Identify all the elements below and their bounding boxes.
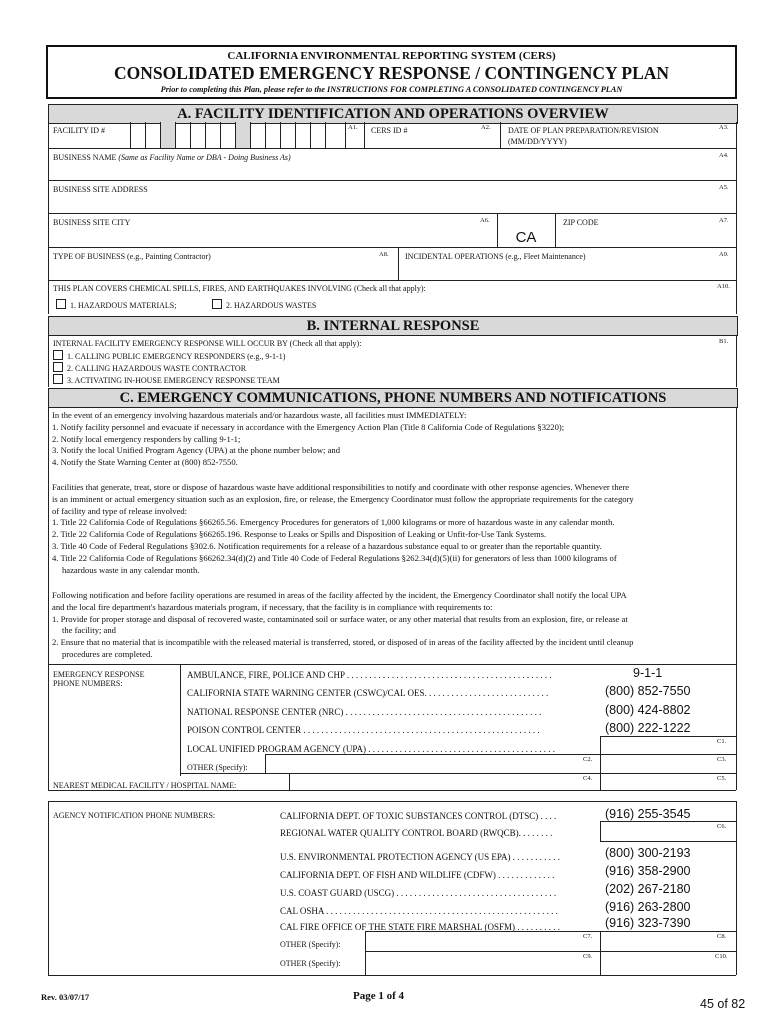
code-a1: A1. xyxy=(348,124,358,131)
code-a7: A7. xyxy=(719,217,729,224)
other-agency-divider-2 xyxy=(365,951,366,975)
poison-control-center: POISON CONTROL CENTER . . . . . . . . . . . . . . . . . . . . . . . . . . . . . . . . . . . . . . . . . . . . . . . . . . . . . xyxy=(187,725,540,735)
us-epa-phone[interactable]: (800) 300-2193 xyxy=(605,846,691,860)
business-name-label-text: BUSINESS NAME xyxy=(53,153,117,162)
uscg-phone[interactable]: (202) 267-2180 xyxy=(605,882,691,896)
facility-id-box-4[interactable] xyxy=(175,122,191,148)
code-a9: A9. xyxy=(719,251,729,258)
facility-id-box-1[interactable] xyxy=(130,122,146,148)
code-c6: C6. xyxy=(717,823,727,830)
code-c2: C2. xyxy=(583,756,593,763)
section-c-header: C. EMERGENCY COMMUNICATIONS, PHONE NUMBERS AND NOTIFICATIONS xyxy=(48,388,738,408)
agency-phones-label: AGENCY NOTIFICATION PHONE NUMBERS: xyxy=(53,811,216,820)
system-name: CALIFORNIA ENVIRONMENTAL REPORTING SYSTEM (CERS) xyxy=(227,50,556,62)
local-upa-phone-field[interactable] xyxy=(600,740,710,754)
other-emergency-field[interactable] xyxy=(267,758,597,773)
divider-state-right xyxy=(555,213,556,247)
facility-id-box-2[interactable] xyxy=(145,122,161,148)
page-subtitle: Prior to completing this Plan, please refer to the INSTRUCTIONS FOR COMPLETING A CONSOLIDATED CONTINGENCY PLAN xyxy=(160,85,623,94)
dtsc-phone[interactable]: (916) 255-3545 xyxy=(605,807,691,821)
site-city-field[interactable] xyxy=(50,229,495,245)
row-line-1 xyxy=(48,148,736,149)
site-city-label: BUSINESS SITE CITY xyxy=(53,218,131,227)
code-c10: C10. xyxy=(715,953,728,960)
hazwaste-responsibilities xyxy=(52,482,734,576)
public-responders-label: 1. CALLING PUBLIC EMERGENCY RESPONDERS (e.g., 9-1-1) xyxy=(67,352,286,361)
other-agency-underline-1 xyxy=(365,951,736,952)
dtsc: CALIFORNIA DEPT. OF TOXIC SUBSTANCES CONTROL (DTSC) . . . . xyxy=(280,811,557,821)
hazwaste-line: 3. Title 40 Code of Federal Regulations §302.6. Notification requirements for a release of a hazardous substance equal to or greater than the reportable quantity. xyxy=(52,540,602,551)
code-c5: C5. xyxy=(717,775,727,782)
hazwaste-line: 2. Title 22 California Code of Regulations §66265.196. Response to Leaks or Spills and Disposition of Leaking or Unfit-for-Use Tank Systems. xyxy=(52,529,547,540)
other-agency-phone-divider-1 xyxy=(600,931,601,951)
facility-id-box-8[interactable] xyxy=(235,122,251,148)
facility-id-box-6[interactable] xyxy=(205,122,221,148)
nearest-medical-label: NEAREST MEDICAL FACILITY / HOSPITAL NAME: xyxy=(53,781,237,790)
phone-underline xyxy=(600,736,736,737)
hazmat-label: 1. HAZARDOUS MATERIALS; xyxy=(70,301,177,310)
nearest-medical-field[interactable] xyxy=(291,776,597,789)
cal-osha: CAL OSHA . . . . . . . . . . . . . . . . . . . . . . . . . . . . . . . . . . . . . . . . . . . . . . . . . . . . xyxy=(280,906,558,916)
immediate-line: 1. Notify facility personnel and evacuate if necessary in accordance with the Emergency Action Plan (Title 8 California Code of Regulations §3220); xyxy=(52,421,565,432)
emergency-phones-label-2: PHONE NUMBERS: xyxy=(53,679,123,688)
other-agency-phone-field-1[interactable] xyxy=(602,935,712,950)
code-a10: A10. xyxy=(717,283,730,290)
code-c3: C3. xyxy=(717,756,727,763)
section-a-header: A. FACILITY IDENTIFICATION AND OPERATIONS OVERVIEW xyxy=(48,104,738,124)
page-title: CONSOLIDATED EMERGENCY RESPONSE / CONTINGENCY PLAN xyxy=(113,63,670,83)
business-type-field[interactable] xyxy=(50,263,396,279)
row-line-2 xyxy=(48,180,736,181)
phone-col-divider xyxy=(180,664,181,776)
other-agency-field-2[interactable] xyxy=(367,955,597,972)
ambulance-fire-police-chp: AMBULANCE, FIRE, POLICE AND CHP . . . . . . . . . . . . . . . . . . . . . . . . . . . . . . . . . . . . . . . . . . . . . . xyxy=(187,670,552,680)
business-name-hint: (Same as Facility Name or DBA - Doing Business As) xyxy=(118,153,291,162)
immediate-line: 4. Notify the State Warning Center at (800) 852-7550. xyxy=(52,457,238,468)
upa-divider xyxy=(600,736,601,790)
facility-id-box-3[interactable] xyxy=(160,122,176,148)
other-agency-label-1: OTHER (Specify): xyxy=(280,940,341,949)
frame-b-left xyxy=(48,335,49,387)
resume-operations xyxy=(52,590,734,661)
hazmat-checkbox[interactable] xyxy=(56,299,66,309)
poison-control-center-phone[interactable]: (800) 222-1222 xyxy=(605,721,691,735)
agency-block-bottom xyxy=(48,975,736,976)
cers-id-field[interactable] xyxy=(365,140,499,148)
resume-line: the facility; and xyxy=(62,625,116,636)
inhouse-team-label: 3. ACTIVATING IN-HOUSE EMERGENCY RESPONSE TEAM xyxy=(67,376,280,385)
cdfw-phone[interactable]: (916) 358-2900 xyxy=(605,864,691,878)
local-upa: LOCAL UNIFIED PROGRAM AGENCY (UPA) . . . . . . . . . . . . . . . . . . . . . . . . . . . . . . . . . . . . . . . . . . xyxy=(187,744,556,754)
hazwaste-line: 4. Title 22 California Code of Regulations §66262.34(d)(2) and Title 40 Code of Federal Regulations §262.34(d)(5)(ii) for generators of less than 1000 kilograms of xyxy=(52,552,617,563)
frame-c-right xyxy=(736,407,737,790)
code-b1: B1. xyxy=(719,338,729,345)
other-agency-label-2: OTHER (Specify): xyxy=(280,959,341,968)
code-c1: C1. xyxy=(717,738,727,745)
state-warning-center: CALIFORNIA STATE WARNING CENTER (CSWC)/CAL OES. . . . . . . . . . . . . . . . . . . . . . . . . . . . xyxy=(187,688,549,698)
business-name-label xyxy=(53,153,291,162)
section-b-header: B. INTERNAL RESPONSE xyxy=(48,316,738,336)
code-a4: A4. xyxy=(719,152,729,159)
row-line-5 xyxy=(48,280,736,281)
state-warning-center-phone[interactable]: (800) 852-7550 xyxy=(605,684,691,698)
option-public-responders[interactable] xyxy=(53,350,285,361)
uscg: U.S. COAST GUARD (USCG) . . . . . . . . . . . . . . . . . . . . . . . . . . . . . . . . . . . . xyxy=(280,888,557,898)
national-response-center: NATIONAL RESPONSE CENTER (NRC) . . . . . . . . . . . . . . . . . . . . . . . . . . . . . . . . . . . . . . . . . . . . xyxy=(187,707,542,717)
hazwaste-line: of facility and type of release involved: xyxy=(52,505,188,516)
rwqcb-underline xyxy=(600,841,736,842)
date-format: (MM/DD/YYYY) xyxy=(508,137,567,146)
ambulance-fire-police-chp-phone[interactable]: 9-1-1 xyxy=(633,666,663,680)
us-epa: U.S. ENVIRONMENTAL PROTECTION AGENCY (US EPA) . . . . . . . . . . . xyxy=(280,852,561,862)
frame-agency-right xyxy=(736,801,737,975)
resume-line: 1. Provide for proper storage and disposal of recovered waste, contaminated soil or surface water, or any other material that results from an explosion, fire, or release at xyxy=(52,613,628,624)
date-label: DATE OF PLAN PREPARATION/REVISION xyxy=(508,126,659,135)
option-inhouse-team[interactable] xyxy=(53,374,280,385)
code-c7: C7. xyxy=(583,933,593,940)
medical-divider xyxy=(289,773,290,790)
cers-id-label: CERS ID # xyxy=(371,126,408,135)
zip-label: ZIP CODE xyxy=(563,218,599,227)
document-page-counter: 45 of 82 xyxy=(700,997,746,1011)
resume-line: and the local fire department's hazardous materials program, if necessary, that the facility is in compliance with requirements to: xyxy=(52,601,493,612)
resume-line: Following notification and before facility operations are resumed in areas of the facility affected by the incident, the Emergency Coordinator shall notify the local UPA xyxy=(52,590,627,600)
code-c4: C4. xyxy=(583,775,593,782)
other-emergency-label: OTHER (Specify): xyxy=(187,763,248,772)
option-waste-contractor[interactable] xyxy=(53,362,246,373)
other-agency-phone-field-2[interactable] xyxy=(602,955,712,972)
facility-id-box-11[interactable] xyxy=(280,122,296,148)
hazwaste-line: hazardous waste in any calendar month. xyxy=(62,564,200,575)
agency-block-top xyxy=(48,801,736,802)
facility-id-box-13[interactable] xyxy=(310,122,326,148)
hazwaste-line: is an imminent or actual emergency situation such as an explosion, fire, or release, the Emergency Coordinator must follow the appropriate requirements for the category xyxy=(52,493,634,504)
code-a8: A8. xyxy=(379,251,389,258)
page-number: Page 1 of 4 xyxy=(353,990,405,1002)
emergency-phones-label-1: EMERGENCY RESPONSE xyxy=(53,670,145,679)
public-responders-checkbox[interactable] xyxy=(53,350,63,360)
row-line-3 xyxy=(48,213,736,214)
business-name-field[interactable] xyxy=(50,164,734,180)
emergency-phones-label xyxy=(53,670,145,688)
facility-id-box-9[interactable] xyxy=(250,122,266,148)
frame-right xyxy=(736,122,737,314)
immediate-line: 3. Notify the local Unified Program Agency (UPA) at the phone number below; and xyxy=(52,445,340,456)
section-c-bottom xyxy=(48,790,736,791)
code-a6: A6. xyxy=(480,217,490,224)
facility-id-box-10[interactable] xyxy=(265,122,281,148)
waste-contractor-checkbox[interactable] xyxy=(53,362,63,372)
hazwaste-label: 2. HAZARDOUS WASTES xyxy=(226,301,317,310)
code-a3: A3. xyxy=(719,124,729,131)
immediate-line: In the event of an emergency involving hazardous materials and/or hazardous waste, all facilities must IMMEDIATELY: xyxy=(52,410,467,420)
resume-line: 2. Ensure that no material that is incompatible with the released material is transferred, stored, or disposed of in areas of the facility affected by the incident until cleanup xyxy=(52,637,634,648)
other-agency-phone-divider-2 xyxy=(600,951,601,975)
other-agency-field-1[interactable] xyxy=(367,935,597,950)
internal-response-lead: INTERNAL FACILITY EMERGENCY RESPONSE WILL OCCUR BY (Check all that apply): xyxy=(53,339,362,348)
option-hazardous-wastes[interactable] xyxy=(212,299,316,310)
incidental-ops-field[interactable] xyxy=(400,263,734,279)
rwqcb-phone-field[interactable] xyxy=(602,824,712,840)
facility-id-box-5[interactable] xyxy=(190,122,206,148)
code-c8: C8. xyxy=(717,933,727,940)
state-value[interactable]: CA xyxy=(515,229,537,246)
row-line-4 xyxy=(48,247,736,248)
plan-covers-label: THIS PLAN COVERS CHEMICAL SPILLS, FIRES, AND EARTHQUAKES INVOLVING (Check all that apply): xyxy=(53,284,426,293)
site-address-field[interactable] xyxy=(50,196,734,212)
hazwaste-line: 1. Title 22 California Code of Regulations §66265.56. Emergency Procedures for generators of 1,000 kilograms or more of hazardous waste in any calendar month. xyxy=(52,517,615,528)
code-a2: A2. xyxy=(481,124,491,131)
national-response-center-phone[interactable]: (800) 424-8802 xyxy=(605,703,691,717)
rwqcb: REGIONAL WATER QUALITY CONTROL BOARD (RWQCB). . . . . . . . xyxy=(280,828,553,838)
immediate-line: 2. Notify local emergency responders by calling 9-1-1; xyxy=(52,433,241,444)
frame-left xyxy=(48,122,49,314)
code-a5: A5. xyxy=(719,184,729,191)
other-agency-divider-1 xyxy=(365,931,366,951)
facility-id-box-7[interactable] xyxy=(220,122,236,148)
business-type-label: TYPE OF BUSINESS (e.g., Painting Contractor) xyxy=(53,252,211,261)
resume-line: procedures are completed. xyxy=(62,648,153,659)
frame-c-left xyxy=(48,407,49,790)
facility-id-box-end xyxy=(345,122,346,148)
upa-underline xyxy=(265,754,736,755)
other-underline xyxy=(180,773,736,774)
facility-id-box-14[interactable] xyxy=(325,122,341,148)
rwqcb-divider xyxy=(600,821,601,841)
immediate-steps xyxy=(52,410,734,469)
phone-block-top xyxy=(48,664,736,665)
zip-field[interactable] xyxy=(557,229,734,245)
osfm-underline xyxy=(365,931,736,932)
site-address-label: BUSINESS SITE ADDRESS xyxy=(53,185,148,194)
facility-id-label: FACILITY ID # xyxy=(53,126,105,135)
cdfw: CALIFORNIA DEPT. OF FISH AND WILDLIFE (CDFW) . . . . . . . . . . . . . xyxy=(280,870,555,880)
dtsc-underline xyxy=(600,821,736,822)
option-hazardous-materials[interactable] xyxy=(56,299,176,310)
osfm: CAL FIRE OFFICE OF THE STATE FIRE MARSHAL (OSFM) . . . . . . . . . . xyxy=(280,922,560,932)
inhouse-team-checkbox[interactable] xyxy=(53,374,63,384)
hazwaste-line: Facilities that generate, treat, store or dispose of hazardous waste have additional responsibilities to notify and coordinate with other response agencies. Whenever there xyxy=(52,482,630,492)
code-c9: C9. xyxy=(583,953,593,960)
frame-agency-left xyxy=(48,801,49,975)
other-divider xyxy=(265,754,266,774)
incidental-ops-label: INCIDENTAL OPERATIONS (e.g., Fleet Maintenance) xyxy=(405,252,586,261)
waste-contractor-label: 2. CALLING HAZARDOUS WASTE CONTRACTOR xyxy=(67,364,247,373)
divider-date xyxy=(500,122,501,148)
divider-incidental xyxy=(398,247,399,280)
osfm-phone[interactable]: (916) 323-7390 xyxy=(605,916,691,930)
hazwaste-checkbox[interactable] xyxy=(212,299,222,309)
cal-osha-phone[interactable]: (916) 263-2800 xyxy=(605,900,691,914)
frame-b-right xyxy=(736,335,737,387)
revision-date: Rev. 03/07/17 xyxy=(41,992,90,1002)
facility-id-box-12[interactable] xyxy=(295,122,311,148)
